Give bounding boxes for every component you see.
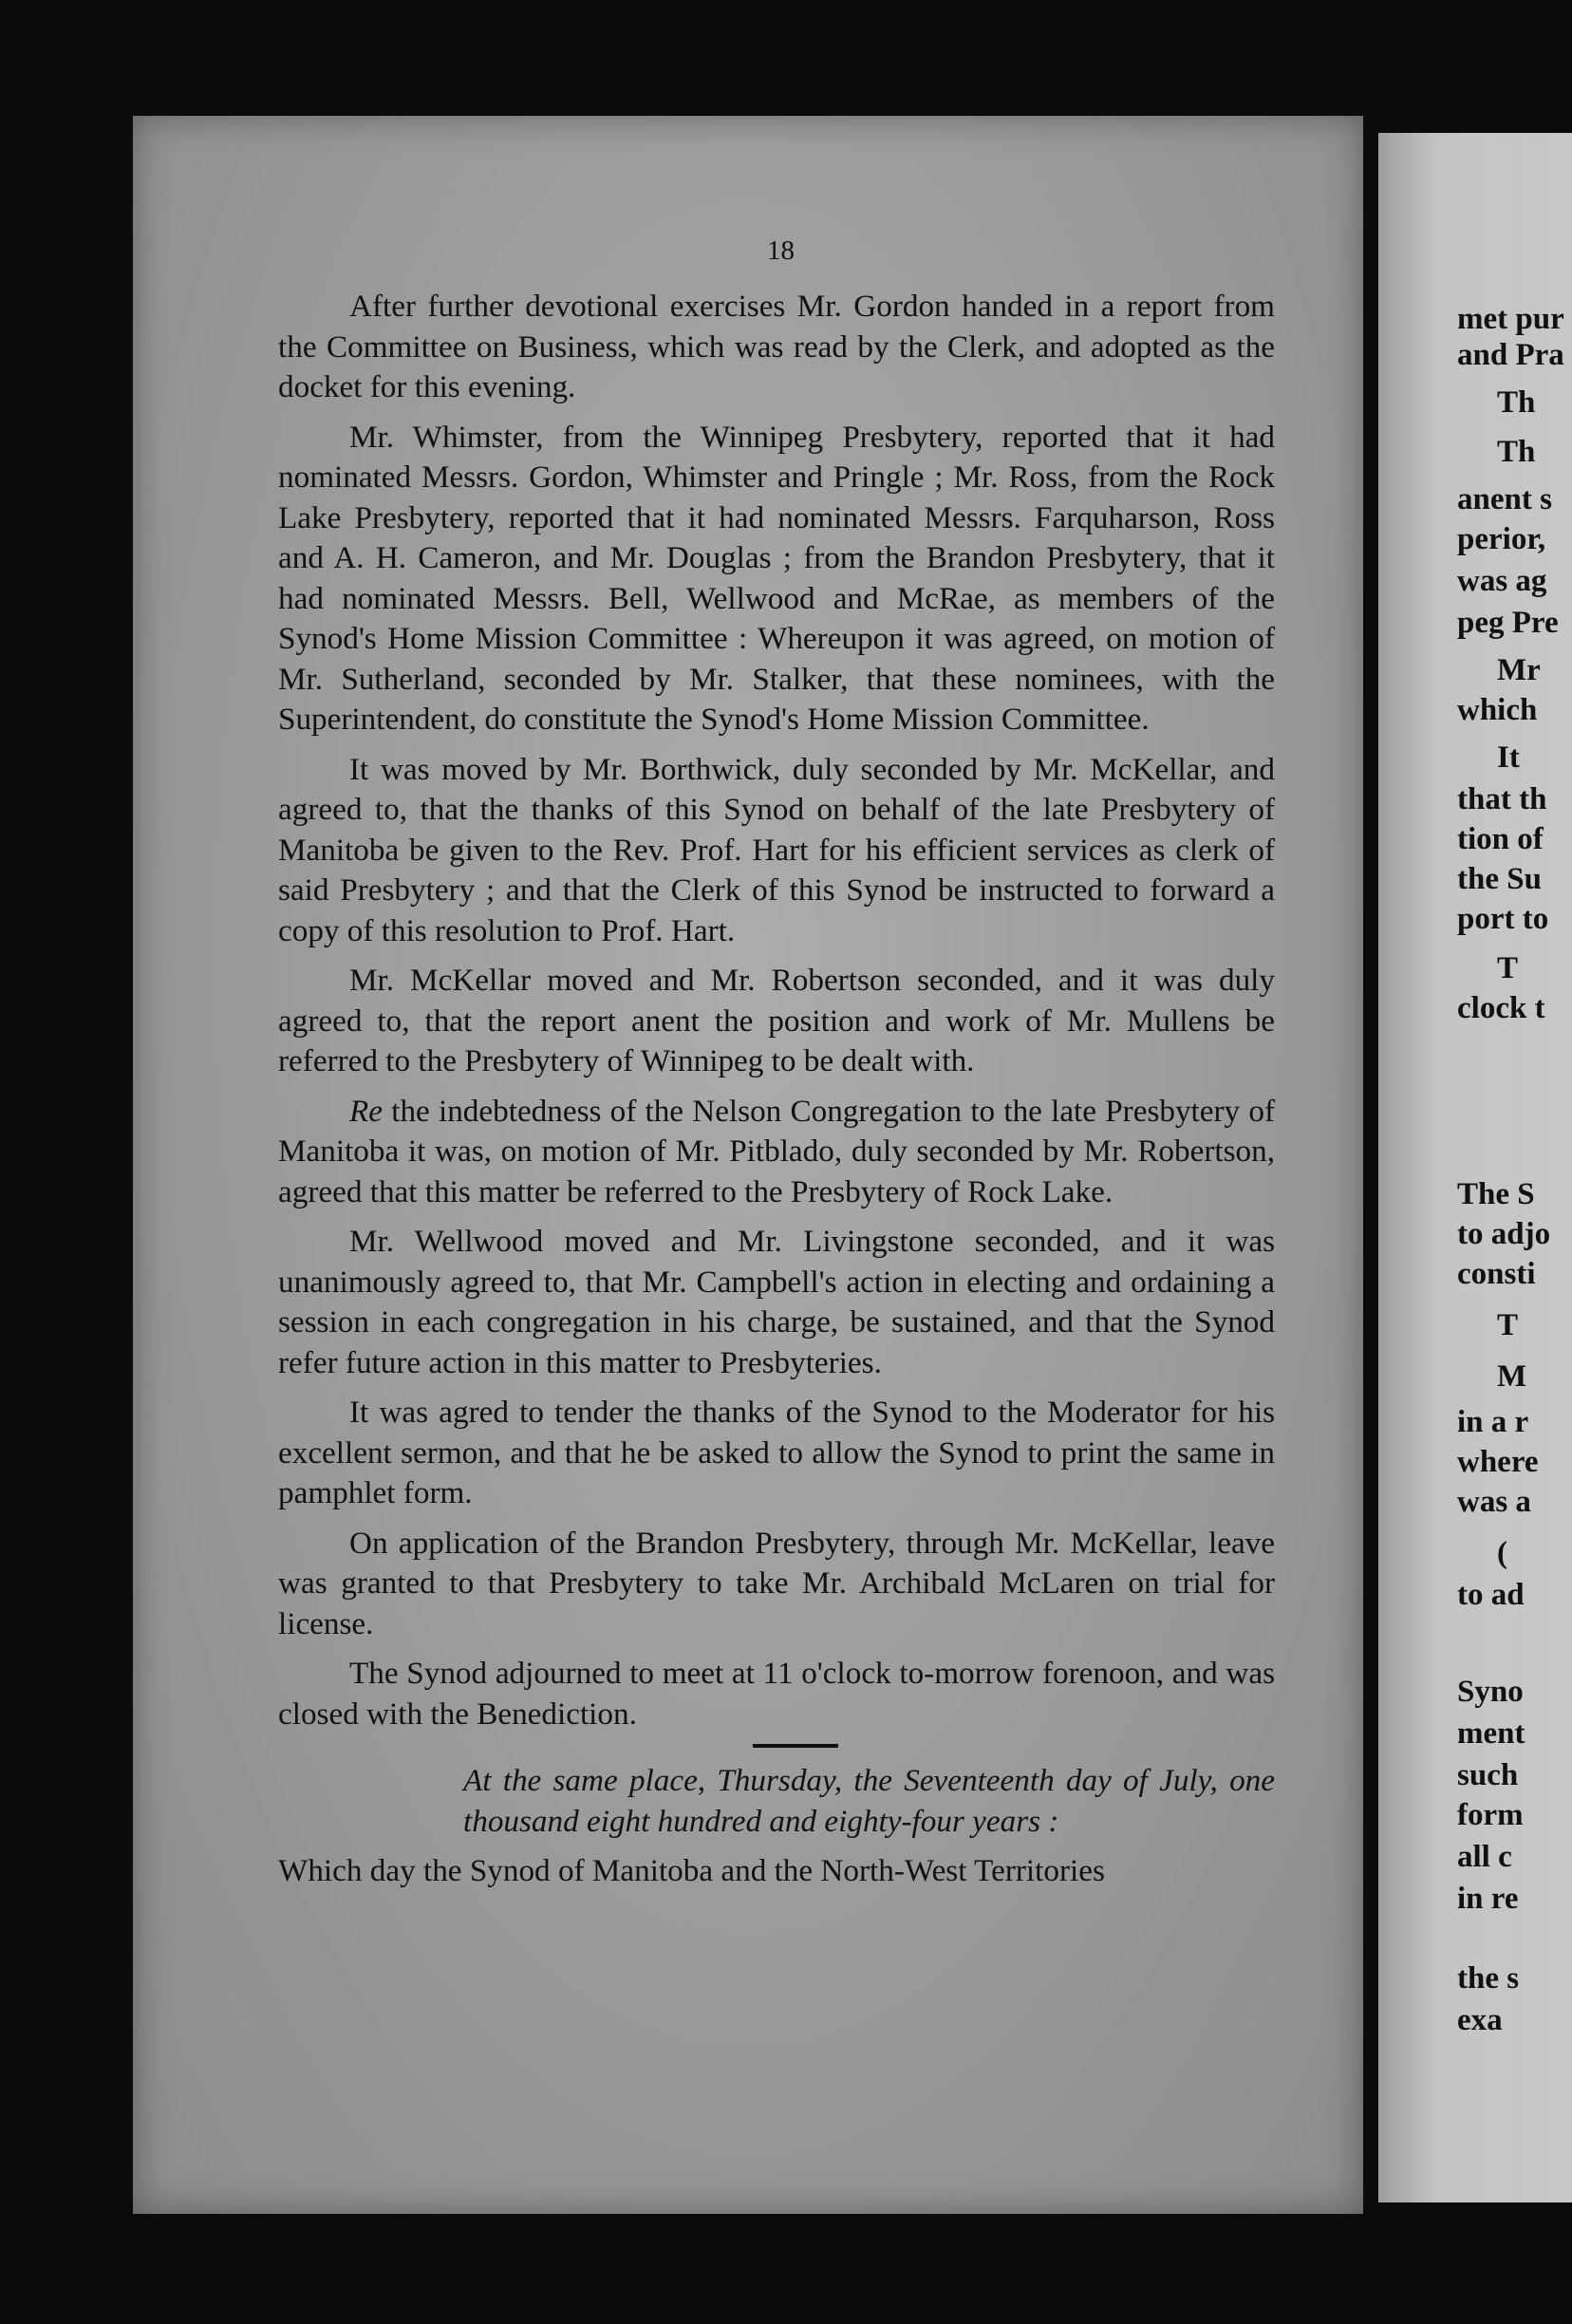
paragraph-7: It was agred to tender the thanks of the Synod to the Moderator for his excellent sermon, and that he be asked to allow the Synod to print the same in pamphlet form. bbox=[278, 1395, 1275, 1510]
right-page-fragment: met pur bbox=[1457, 302, 1564, 336]
right-page-fragment: consti bbox=[1457, 1257, 1536, 1291]
right-page-fragment: all c bbox=[1457, 1840, 1512, 1874]
right-page-fragment: The S bbox=[1457, 1177, 1535, 1211]
paragraph-5 bbox=[278, 1092, 1275, 1213]
right-page-fragment: form bbox=[1457, 1798, 1524, 1832]
right-page-fragment: which bbox=[1457, 693, 1538, 727]
right-page-fragment: the s bbox=[1457, 1961, 1520, 1996]
paragraph-1: After further devotional exercises Mr. Gordon handed in a report from the Committee on Business, which was read by the Clerk, and adopted as the docket for this evening. bbox=[278, 289, 1275, 404]
paragraph-3: It was moved by Mr. Borthwick, duly seconded by Mr. McKellar, and agreed to, that the thanks of this Synod on behalf of the late Presbytery of Manitoba be given to the Rev. Prof. Hart for his efficient services as clerk of said Presbytery ; and that the Clerk of this Synod be instructed to forward a copy of this resolution to Prof. Hart. bbox=[278, 751, 1275, 948]
right-page-fragment: in a r bbox=[1457, 1405, 1529, 1439]
right-page-fragment: port to bbox=[1457, 902, 1549, 936]
right-page-fragment: to adjo bbox=[1457, 1217, 1551, 1251]
right-page-fragment: Syno bbox=[1457, 1675, 1524, 1709]
paragraph-9: The Synod adjourned to meet at 11 o'clock to-morrow forenoon, and was closed with the Benediction. bbox=[278, 1656, 1275, 1732]
right-page-fragment: perior, bbox=[1457, 522, 1546, 556]
paragraph-5-text: the indebtedness of the Nelson Congregation to the late Presbytery of Manitoba it was, on motion of Mr. Pitblado, duly seconded by Mr. Robertson, agreed that this matter be referred to the Presbytery of Rock Lake. bbox=[278, 1093, 1276, 1209]
right-page-fragment: ( bbox=[1497, 1536, 1507, 1570]
paragraph-4: Mr. McKellar moved and Mr. Robertson seconded, and it was duly agreed to, that the report anent the position and work of Mr. Mullens be referred to the Presbytery of Winnipeg to be dealt with. bbox=[278, 963, 1275, 1078]
right-page-fragment: was ag bbox=[1457, 564, 1547, 598]
paragraph-8: On application of the Brandon Presbytery, through Mr. McKellar, leave was granted to that Presbytery to take Mr. Archibald McLaren on trial for license. bbox=[278, 1525, 1275, 1641]
right-page-fragment: T bbox=[1497, 1308, 1519, 1342]
last-line: Which day the Synod of Manitoba and the North-West Territories bbox=[278, 1853, 1105, 1888]
right-page-fragment: clock t bbox=[1457, 991, 1545, 1025]
right-page-fragment: T bbox=[1497, 951, 1519, 985]
right-page-fragment: ment bbox=[1457, 1716, 1525, 1751]
page-body bbox=[278, 287, 1275, 1902]
paragraph-6: Mr. Wellwood moved and Mr. Livingstone seconded, and it was unanimously agreed to, that Mr. Campbell's action in electing and ordaining a session in each congregation in his charge, be sustained, and that the Synod refer future action in this matter to Presbyteries. bbox=[278, 1224, 1275, 1380]
page-number: 18 bbox=[767, 235, 795, 266]
right-page-fragment: that th bbox=[1457, 782, 1547, 816]
sederunt-heading: At the same place, Thursday, the Seventeenth day of July, one thousand eight hundred and eighty-four years : bbox=[463, 1763, 1275, 1839]
paragraph-2: Mr. Whimster, from the Winnipeg Presbytery, reported that it had nominated Messrs. Gordon, Whimster and Pringle ; Mr. Ross, from the Rock Lake Presbytery, reported that it had nominated Messrs. Farquharson, Ross and A. H. Cameron, and Mr. Douglas ; from the Brandon Presbytery, that it had nominated Messrs. Bell, Wellwood and McRae, as members of the Synod's Home Mission Committee : Whereupon it was agreed, on motion of Mr. Sutherland, seconded by Mr. Stalker, that these nominees, with the Superintendent, do constitute the Synod's Home Mission Committee. bbox=[278, 419, 1275, 737]
re-prefix: Re bbox=[349, 1093, 384, 1129]
right-page-fragment: in re bbox=[1457, 1882, 1519, 1916]
right-page-fragment: such bbox=[1457, 1758, 1519, 1792]
right-page-fragment: tion of bbox=[1457, 822, 1544, 856]
right-page-fragment: Th bbox=[1497, 435, 1536, 469]
section-divider bbox=[753, 1744, 838, 1748]
right-page-fragment: where bbox=[1457, 1445, 1539, 1479]
right-page-fragment: exa bbox=[1457, 2003, 1503, 2037]
right-page-fragment: It bbox=[1497, 740, 1520, 775]
right-page-fragment: anent s bbox=[1457, 482, 1552, 516]
right-page-fragment: and Pra bbox=[1457, 338, 1564, 372]
right-page-fragment: the Su bbox=[1457, 862, 1542, 896]
right-page-fragment: peg Pre bbox=[1457, 606, 1559, 640]
right-page-fragment: was a bbox=[1457, 1485, 1531, 1519]
right-page-fragment: M bbox=[1497, 1359, 1527, 1394]
right-page-fragment: Mr bbox=[1497, 653, 1541, 687]
right-page-fragment: Th bbox=[1497, 385, 1536, 420]
right-page-fragment: to ad bbox=[1457, 1578, 1525, 1612]
